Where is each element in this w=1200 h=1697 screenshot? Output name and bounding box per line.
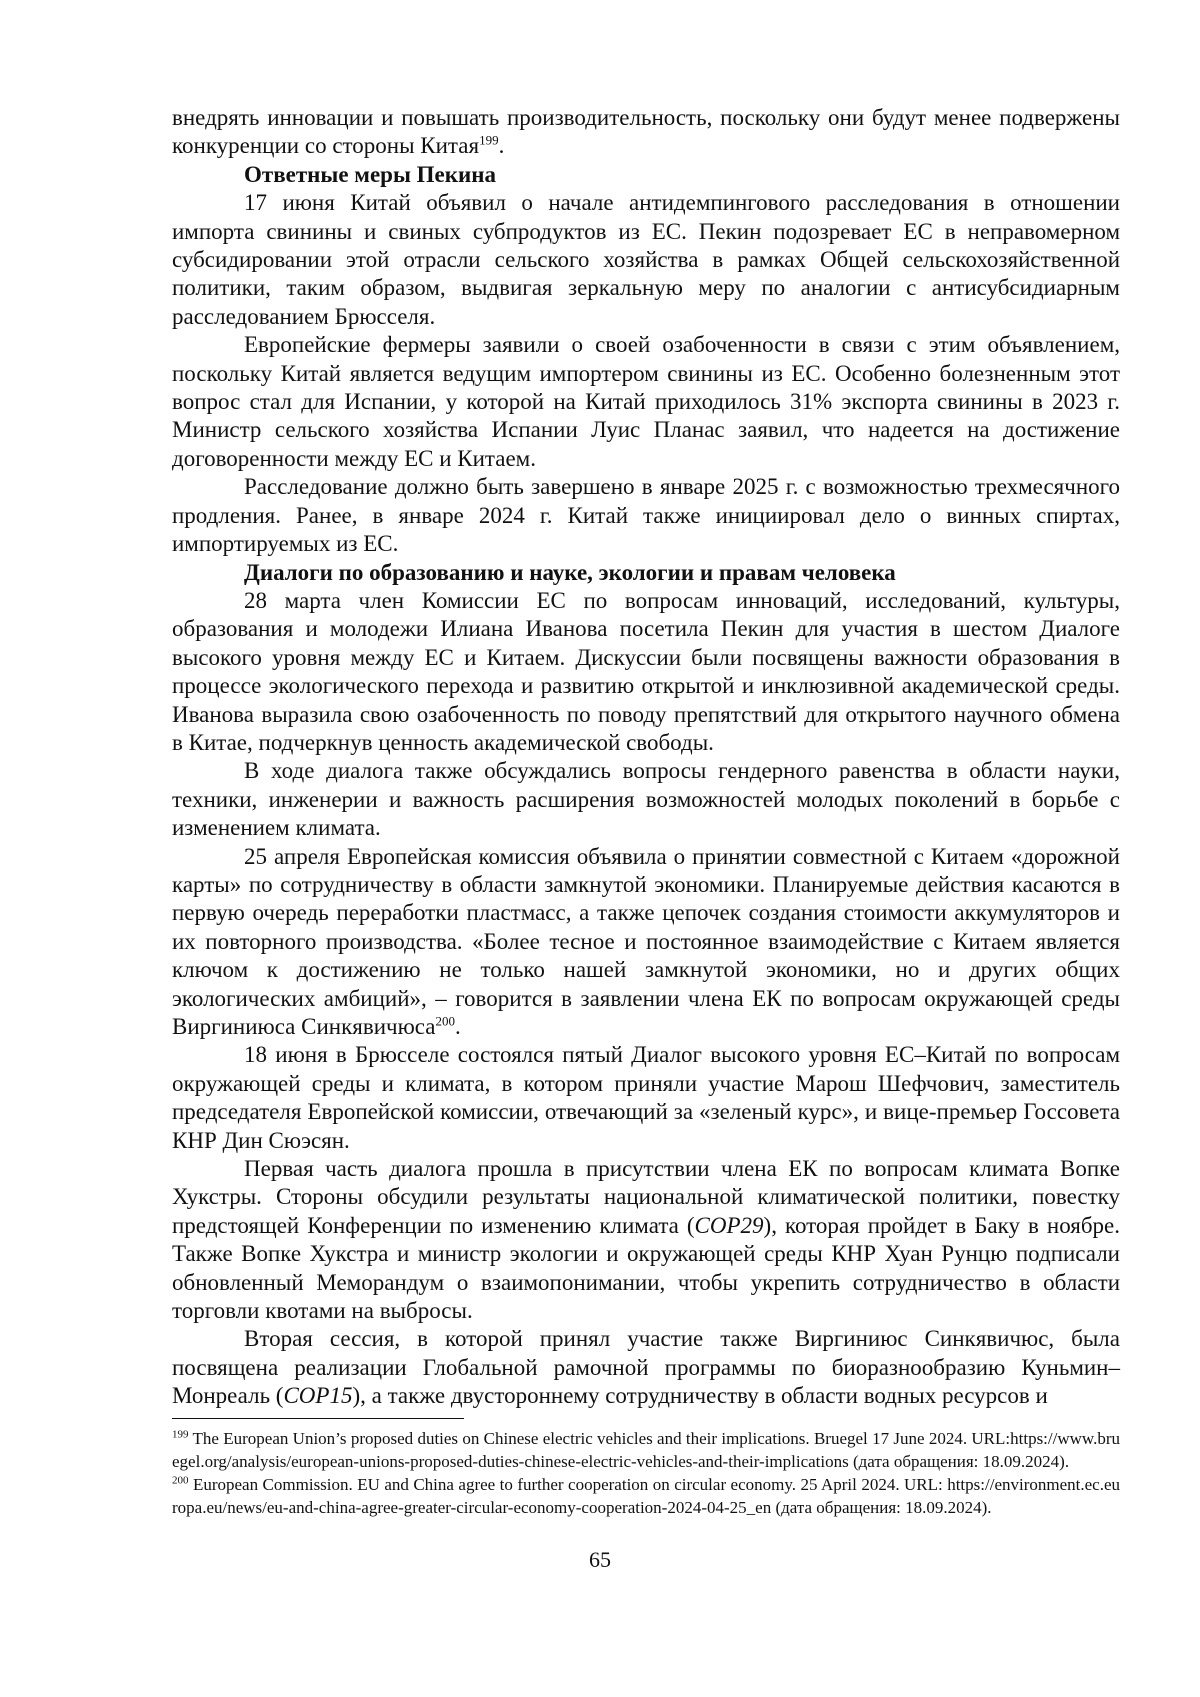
paragraph: 25 апреля Европейская комиссия объявила о принятии совместной с Китаем «дорожной карты» по сотрудничеству в области замкнутой экономики. Планируемые действия касаются в первую очередь переработки пластмасс, а также цепочек создания стоимости аккумуляторов и их повторного производства. «Более тесное и постоянное взаимодействие с Китаем является ключом к достижению не только нашей замкнутой экономики, но и других общих экологических амбиций», – говорится в заявлении члена ЕК по вопросам окружающей среды Виргиниюса Синкявичюса$^{200}$. — [172, 843, 1120, 1039]
footnote: $^{200}$ European Commission. EU and China agree to further cooperation on circular economy. 25 April 2024. URL: https://environment.ec.europa.eu/news/eu-and-china-agree-greater-circular-economy-cooperation-2024-04-25_en (дата обращения: 18.09.2024). — [172, 1474, 1121, 1517]
paragraph: 17 июня Китай объявил о начале антидемпингового расследования в отношении импорта свинины и свиных субпродуктов из ЕС. Пекин подозревает ЕС в неправомерном субсидировании этой отрасли сельского хозяйства в рамках Общей сельскохозяйственной политики, таким образом, выдвигая зеркальную меру по аналогии с антисубсидиарным расследованием Брюсселя. — [172, 190, 1120, 329]
footnote-ref[interactable]: 199 — [479, 132, 499, 148]
paragraph: Вторая сессия, в которой принял участие также Виргиниюс Синкявичюс, была посвящена реализации Глобальной рамочной программы по биоразнообразию Куньмин–Монреаль (COP15), а также двустороннему сотрудничеству в области водных ресурсов и — [172, 1326, 1120, 1409]
footnote-ref[interactable]: 200 — [435, 1013, 455, 1029]
footnote: $^{199}$ The European Union’s proposed duties on Chinese electric vehicles and their implications. Bruegel 17 June 2024. URL:https://www.bruegel.org/analysis/european-unions-proposed-duties-chinese-electric-vehicles-and-their-implications (дата обращения: 18.09.2024). — [172, 1428, 1120, 1471]
section-heading: Ответные меры Пекина — [244, 161, 497, 187]
paragraph: 28 марта член Комиссии ЕС по вопросам инноваций, исследований, культуры, образования и молодежи Илиана Иванова посетила Пекин для участия в шестом Диалоге высокого уровня между ЕС и Китаем. Дискуссии были посвящены важности образования в процессе экологического перехода и развитию открытой и инклюзивной академической среды. Иванова выразила свою озабоченность по поводу препятствий для открытого научного обмена в Китае, подчеркнув ценность академической свободы. — [172, 587, 1120, 755]
paragraph: В ходе диалога также обсуждались вопросы гендерного равенства в области науки, техники, инженерии и важность расширения возможностей молодых поколений в борьбе с изменением климата. — [172, 758, 1120, 841]
footnotes — [172, 1418, 1120, 1519]
paragraph: Первая часть диалога прошла в присутствии члена ЕК по вопросам климата Вопке Хукстры. Стороны обсудили результаты национальной климатической политики, повестку предстоящей Конференции по изменению климата (COP29), которая пройдет в Баку в ноябре. Также Вопке Хукстра и министр экологии и окружающей среды КНР Хуан Рунцю подписали обновленный Меморандум о взаимопонимании, чтобы укрепить сотрудничество в области торговли квотами на выбросы. — [172, 1156, 1120, 1324]
paragraph: 18 июня в Брюсселе состоялся пятый Диалог высокого уровня ЕС–Китай по вопросам окружающей среды и климата, в котором приняли участие Марош Шефчович, заместитель председателя Европейской комиссии, отвечающий за «зеленый курс», и вице-премьер Госсовета КНР Дин Сюэсян. — [172, 1042, 1120, 1153]
section-heading: Диалоги по образованию и науке, экологии и правам человека — [244, 559, 896, 585]
page-body — [172, 104, 1120, 1411]
page-number: 65 — [589, 1547, 611, 1572]
paragraph: внедрять инновации и повышать производительность, поскольку они будут менее подвержены конкуренции со стороны Китая$^{199}$. — [172, 105, 1120, 159]
paragraph: Европейские фермеры заявили о своей озабоченности в связи с этим объявлением, поскольку Китай является ведущим импортером свинины из ЕС. Особенно болезненным этот вопрос стал для Испании, у которой на Китай приходилось 31% экспорта свинины в 2023 г. Министр сельского хозяйства Испании Луис Планас заявил, что надеется на достижение договоренности между ЕС и Китаем. — [172, 332, 1120, 471]
paragraph: Расследование должно быть завершено в январе 2025 г. с возможностью трехмесячного продления. Ранее, в январе 2024 г. Китай также инициировал дело о винных спиртах, импортируемых из ЕС. — [172, 474, 1120, 557]
footnote-divider — [172, 1418, 464, 1419]
